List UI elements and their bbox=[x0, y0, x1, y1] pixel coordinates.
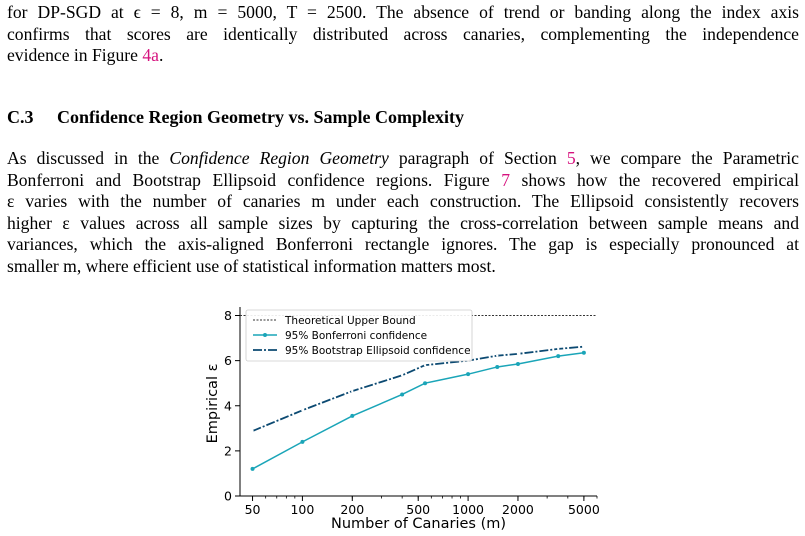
x-ticks bbox=[245, 496, 600, 517]
bonferroni-point bbox=[582, 351, 586, 355]
ellipsoid-point bbox=[496, 354, 498, 356]
empirical-epsilon-chart bbox=[7, 298, 799, 536]
bonferroni-point bbox=[495, 365, 499, 369]
ellipsoid-point bbox=[517, 353, 519, 355]
legend-label: Theoretical Upper Bound bbox=[285, 315, 416, 327]
x-tick-label: 1000 bbox=[452, 502, 484, 517]
bonferroni-point bbox=[251, 467, 255, 471]
text-line: smaller m, where efficient use of statistical information matters most. bbox=[7, 255, 496, 276]
figure-ref-link[interactable]: 7 bbox=[501, 169, 511, 190]
y-tick-label: 8 bbox=[224, 308, 232, 324]
text-line: higher ε values across all sample sizes by capturing the cross-correlation between sample means and bbox=[7, 212, 799, 233]
ellipsoid-point bbox=[583, 345, 585, 347]
ellipsoid-point bbox=[301, 409, 303, 411]
y-tick-label: 0 bbox=[224, 488, 232, 504]
text-line: confirms that scores are identically distributed across canaries, complementing the independence bbox=[7, 23, 799, 44]
bonferroni-point bbox=[516, 362, 520, 366]
bonferroni-point bbox=[300, 440, 304, 444]
x-tick-label: 50 bbox=[244, 502, 261, 517]
x-axis-label: Number of Canaries (m) bbox=[330, 516, 507, 532]
text-line: for DP-SGD at ϵ = 8, m = 5000, T = 2500. The absence of trend or banding along the index axis bbox=[7, 2, 799, 22]
section-number: C.3 bbox=[7, 107, 34, 127]
y-tick-label: 2 bbox=[224, 443, 232, 459]
ellipsoid-point bbox=[251, 430, 253, 432]
text-line: variances, which the axis-aligned Bonferroni rectangle ignores. The gap is especially pronounced at bbox=[7, 234, 799, 255]
ellipsoid-point bbox=[351, 390, 353, 392]
y-axis-label: Empirical ε bbox=[205, 363, 221, 444]
legend-label: 95% Bootstrap Ellipsoid confidence bbox=[285, 345, 471, 357]
y-tick-label: 6 bbox=[224, 353, 232, 369]
bonferroni-point bbox=[466, 372, 470, 376]
y-tick-label: 4 bbox=[224, 398, 232, 414]
legend-marker bbox=[263, 333, 267, 337]
bonferroni-point bbox=[556, 354, 560, 358]
x-tick-label: 200 bbox=[340, 502, 365, 517]
section-ref-link[interactable]: 5 bbox=[566, 148, 576, 168]
text-line: evidence in Figure 4a. bbox=[7, 45, 164, 66]
chart-legend bbox=[246, 310, 472, 361]
bonferroni-point bbox=[350, 414, 354, 418]
ellipsoid-point bbox=[424, 364, 426, 366]
text-line: Bonferroni and Bootstrap Ellipsoid confidence regions. Figure 7 shows how the recovered empirical bbox=[7, 169, 800, 190]
text-line: ε varies with the number of canaries m under each construction. The Ellipsoid consistently recovers bbox=[7, 191, 799, 212]
bonferroni-point bbox=[400, 392, 404, 396]
x-tick-label: 2000 bbox=[502, 502, 534, 517]
ellipsoid-point bbox=[401, 374, 403, 376]
x-tick-label: 5000 bbox=[567, 502, 600, 517]
legend-label: 95% Bonferroni confidence bbox=[285, 330, 428, 342]
bonferroni-point bbox=[423, 381, 427, 385]
x-tick-label: 100 bbox=[290, 502, 315, 517]
paragraph-intro bbox=[7, 2, 799, 67]
ellipsoid-point bbox=[557, 348, 559, 350]
section-heading bbox=[7, 107, 464, 128]
figure-ref-link[interactable]: 4a bbox=[142, 45, 159, 66]
x-tick-label: 500 bbox=[406, 502, 431, 517]
y-ticks bbox=[224, 308, 240, 503]
section-title: Confidence Region Geometry vs. Sample Complexity bbox=[57, 107, 464, 127]
paragraph-body bbox=[7, 148, 799, 278]
text-line: As discussed in the Confidence Region Geometry paragraph of Section 5, we compare the Parametric bbox=[7, 148, 799, 168]
